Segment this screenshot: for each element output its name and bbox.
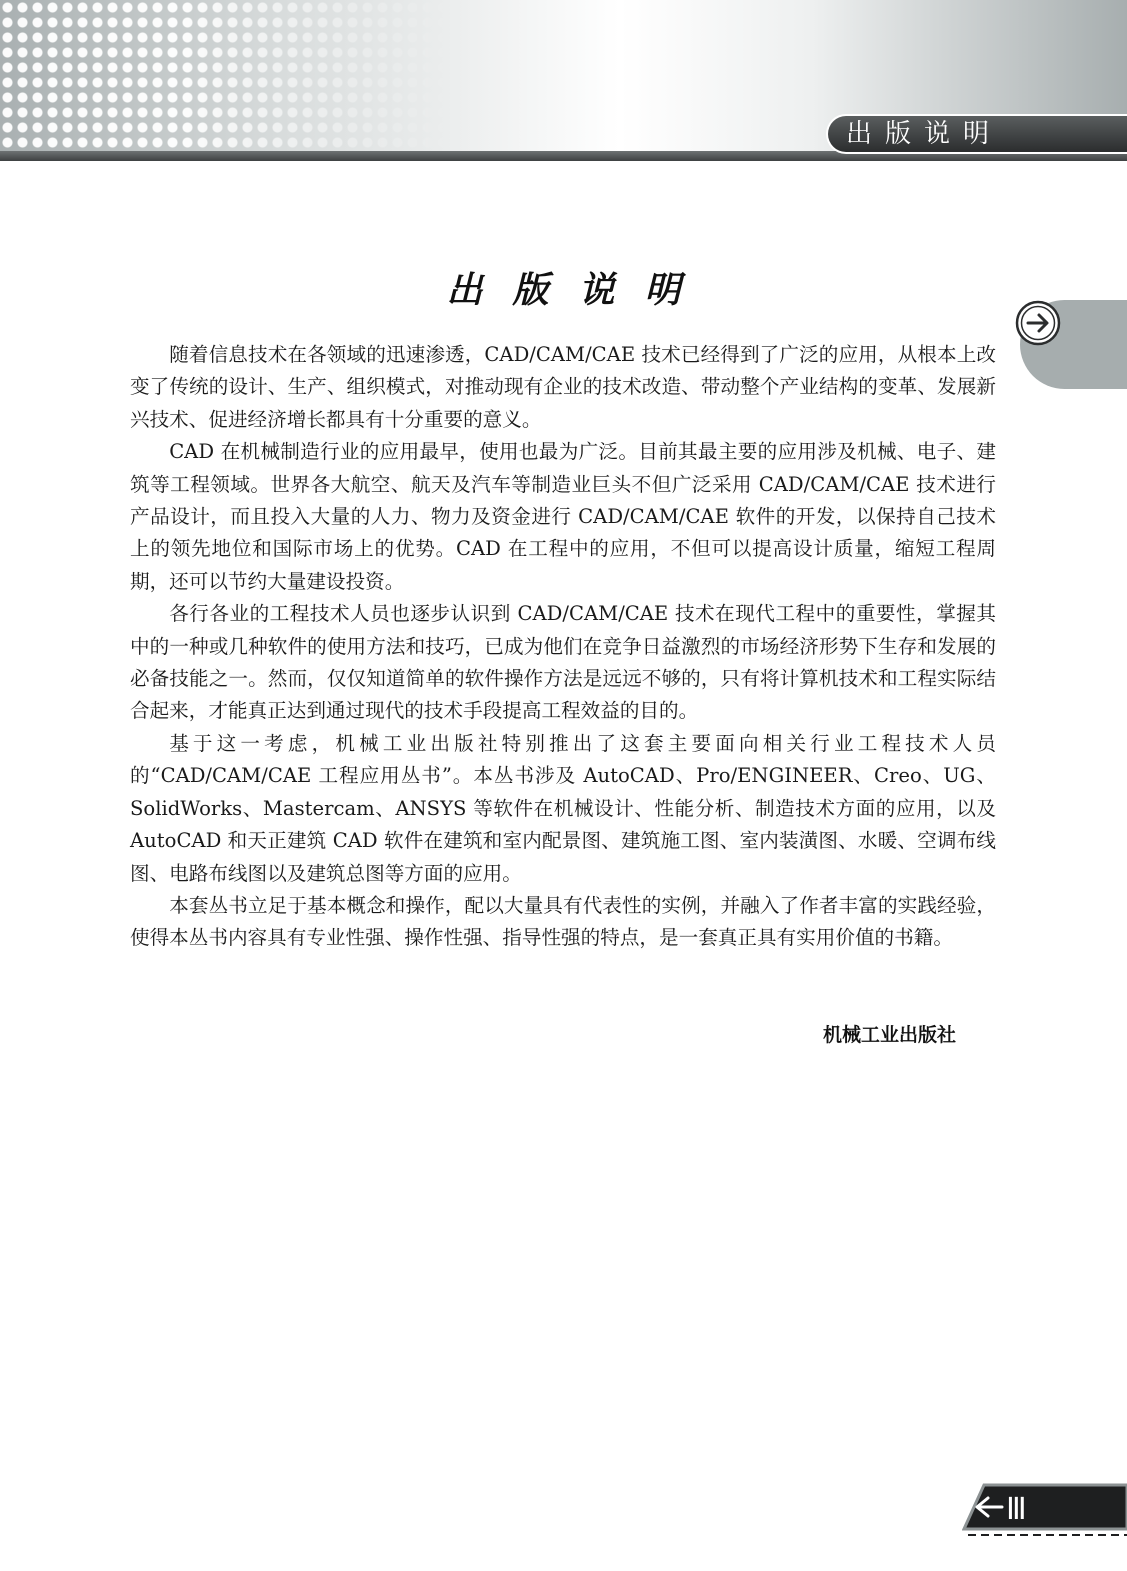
page-title: 出版说明 bbox=[446, 269, 711, 311]
paragraph: 随着信息技术在各领域的迅速渗透，CAD/CAM/CAE 技术已经得到了广泛的应用，从根本上改变了传统的设计、生产、组织模式，对推动现有企业的技术改造、带动整个产业结构的变革、发展新兴技术、促进经济增长都具有十分重要的意义。 bbox=[130, 343, 996, 431]
paragraph: 本套丛书立足于基本概念和操作，配以大量具有代表性的实例，并融入了作者丰富的实践经验，使得本丛书内容具有专业性强、操作性强、指导性强的特点，是一套真正具有实用价值的书籍。 bbox=[130, 893, 996, 950]
page-number-badge bbox=[962, 1483, 1127, 1538]
paragraph: CAD 在机械制造行业的应用最早，使用也最为广泛。目前其最主要的应用涉及机械、电子、建筑等工程领域。世界各大航空、航天及汽车等制造业巨头不但广泛采用 CAD/CAM/CAE 技术进行产品设计，而且投入大量的人力、物力及资金进行 CAD/CAM/CAE 软件的开发，以保持自己技术上的领先地位和国际市场上的优势。CAD 在工程中的应用，不但可以提高设计质量，缩短工程周期，还可以节约大量建设投资。 bbox=[130, 440, 996, 593]
paragraph: 各行各业的工程技术人员也逐步认识到 CAD/CAM/CAE 技术在现代工程中的重要性，掌握其中的一种或几种软件的使用方法和技巧，已成为他们在竞争日益激烈的市场经济形势下生存和发展的必备技能之一。然而，仅仅知道简单的软件操作方法是远远不够的，只有将计算机技术和工程实际结合起来，才能真正达到通过现代的技术手段提高工程效益的目的。 bbox=[130, 602, 996, 723]
publisher-signature: 机械工业出版社 bbox=[822, 1024, 956, 1046]
paragraph: 基于这一考虑，机械工业出版社特别推出了这套主要面向相关行业工程技术人员的“CAD/CAM/CAE 工程应用丛书”。本丛书涉及 AutoCAD、Pro/ENGINEER、Creo、UG、SolidWorks、Mastercam、ANSYS 等软件在机械设计、性能分析、制造技术方面的应用，以及 AutoCAD 和天正建筑 CAD 软件在建筑和室内配景图、建筑施工图、室内装潢图、水暖、空调布线图、电路布线图以及建筑总图等方面的应用。 bbox=[130, 731, 996, 885]
page-number: Ⅲ bbox=[1006, 1492, 1026, 1527]
section-tab-label: 出版说明 bbox=[846, 119, 1003, 149]
body-text bbox=[130, 339, 996, 955]
header-dot-pattern bbox=[0, 0, 460, 150]
